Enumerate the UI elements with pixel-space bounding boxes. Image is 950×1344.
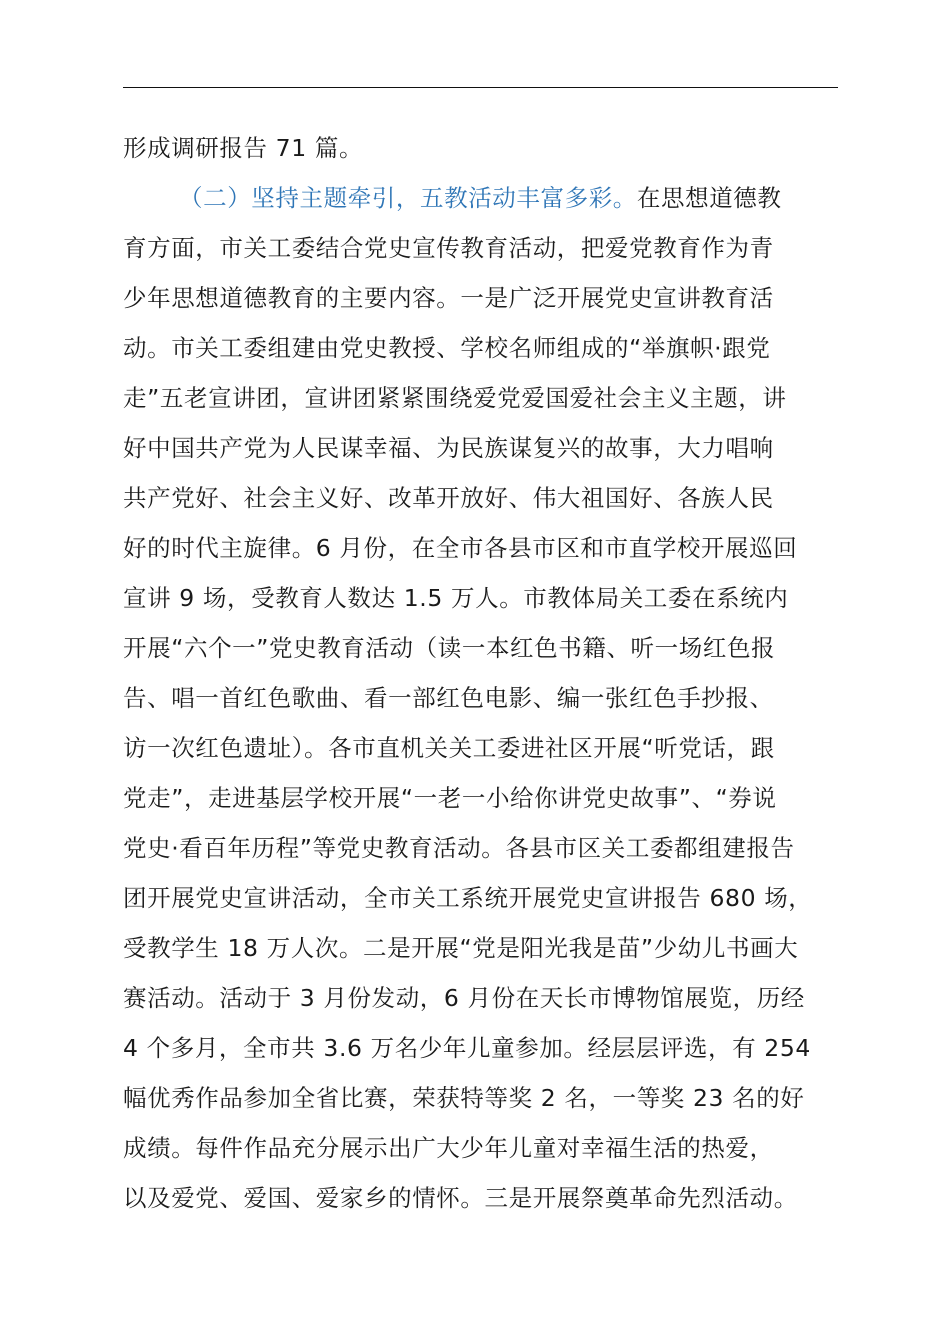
paragraph-line: 宣讲 9 场，受教育人数达 1.5 万人。市教体局关工委在系统内 [123,584,789,612]
section-heading-tail: 在思想道德教 [636,184,782,212]
paragraph-line: 访一次红色遗址）。各市直机关关工委进社区开展“听党话，跟 [123,734,775,762]
paragraph-line: 好的时代主旋律。6 月份，在全市各县市区和市直学校开展巡回 [123,534,798,562]
paragraph-line: 成绩。每件作品充分展示出广大少年儿童对幸福生活的热爱， [123,1134,774,1162]
section-heading: （二）坚持主题牵引，五教活动丰富多彩。 [179,184,637,212]
paragraph-line: 党史·看百年历程”等党史教育活动。各县市区关工委都组建报告 [123,834,795,862]
paragraph-line: 走”五老宣讲团，宣讲团紧紧围绕爱党爱国爱社会主义主题，讲 [123,384,787,412]
paragraph-line: 幅优秀作品参加全省比赛，荣获特等奖 2 名，一等奖 23 名的好 [123,1084,805,1112]
paragraph-line: 好中国共产党为人民谋幸福、为民族谋复兴的故事，大力唱响 [123,434,774,462]
section-heading-line [179,178,782,218]
paragraph-line: 告、唱一首红色歌曲、看一部红色电影、编一张红色手抄报、 [123,684,774,712]
paragraph-line: 赛活动。活动于 3 月份发动，6 月份在天长市博物馆展览，历经 [123,984,805,1012]
paragraph-line: 以及爱党、爱国、爱家乡的情怀。三是开展祭奠革命先烈活动。 [123,1184,798,1212]
paragraph-line: 形成调研报告 71 篇。 [123,134,364,162]
paragraph-line: 开展“六个一”党史教育活动（读一本红色书籍、听一场红色报 [123,634,776,662]
paragraph-line: 共产党好、社会主义好、改革开放好、伟大祖国好、各族人民 [123,484,774,512]
paragraph-line: 动。市关工委组建由党史教授、学校名师组成的“举旗帜·跟党 [123,334,771,362]
header-rule [123,87,838,88]
paragraph-line: 团开展党史宣讲活动，全市关工系统开展党史宣讲报告 680 场， [123,884,813,912]
paragraph-line: 党走”，走进基层学校开展“一老一小给你讲党史故事”、“券说 [123,784,777,812]
paragraph-line: 少年思想道德教育的主要内容。一是广泛开展党史宣讲教育活 [123,284,774,312]
paragraph-line: 4 个多月，全市共 3.6 万名少年儿童参加。经层层评选，有 254 [123,1034,811,1062]
paragraph-line: 受教学生 18 万人次。二是开展“党是阳光我是苗”少幼儿书画大 [123,934,799,962]
paragraph-line: 育方面，市关工委结合党史宣传教育活动，把爱党教育作为青 [123,234,774,262]
